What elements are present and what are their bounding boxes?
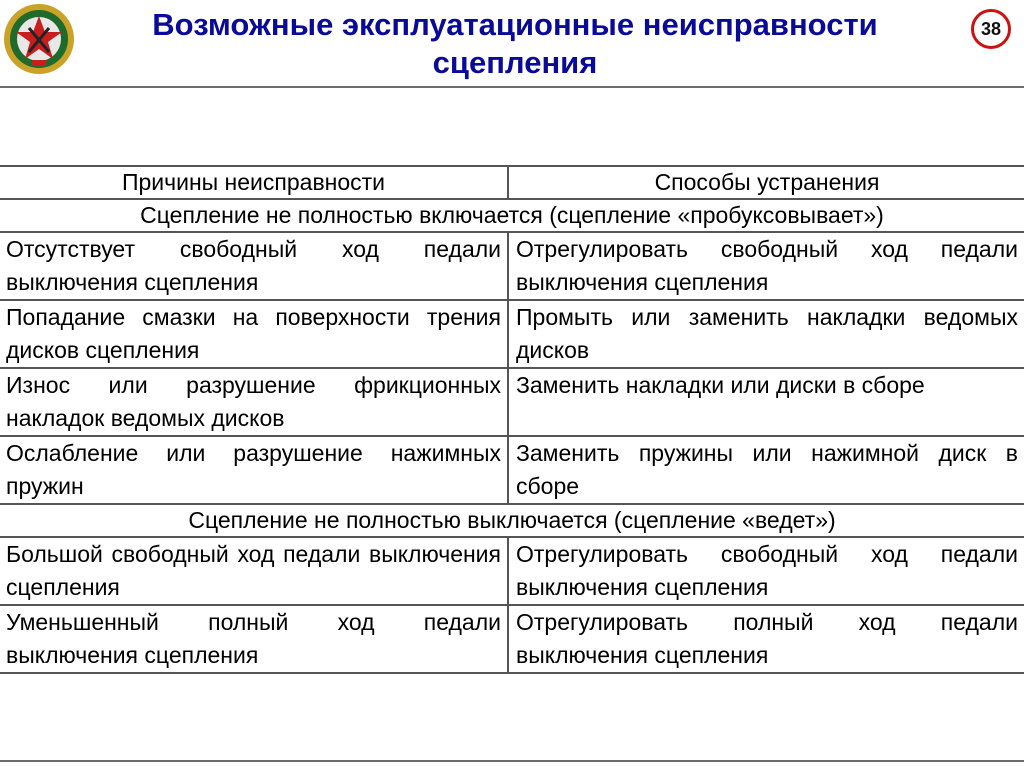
- page-title: Возможные эксплуатационные неисправности сцепления: [152, 7, 878, 80]
- emblem-logo: [2, 2, 76, 76]
- table-row: [0, 368, 1024, 436]
- table-row: [0, 300, 1024, 368]
- page-number-badge: 38: [971, 9, 1011, 49]
- table-row: [0, 436, 1024, 504]
- section-title: Сцепление не полностью выключается (сцепление «ведет»): [0, 504, 1024, 537]
- remedy-cell: Отрегулировать полный ход педали выключения сцепления: [508, 605, 1024, 673]
- section-title: Сцепление не полностью включается (сцепление «пробуксовывает»): [0, 199, 1024, 232]
- faults-table: [0, 165, 1024, 674]
- header-divider: [0, 86, 1024, 88]
- footer-divider: [0, 760, 1024, 762]
- table-header-row: [0, 166, 1024, 199]
- remedy-cell: Заменить накладки или диски в сборе: [508, 368, 1024, 436]
- remedy-cell: Отрегулировать свободный ход педали выключения сцепления: [508, 537, 1024, 605]
- cause-cell: Уменьшенный полный ход педали выключения сцепления: [0, 605, 508, 673]
- table-row: [0, 605, 1024, 673]
- remedy-cell: Заменить пружины или нажимной диск в сборе: [508, 436, 1024, 504]
- remedy-cell: Промыть или заменить накладки ведомых дисков: [508, 300, 1024, 368]
- cause-cell: Большой свободный ход педали выключения сцепления: [0, 537, 508, 605]
- section-row: [0, 199, 1024, 232]
- cause-cell: Попадание смазки на поверхности трения дисков сцепления: [0, 300, 508, 368]
- column-header-causes: Причины неисправности: [0, 166, 508, 199]
- column-header-remedies: Способы устранения: [508, 166, 1024, 199]
- table-row: [0, 232, 1024, 300]
- table-row: [0, 537, 1024, 605]
- cause-cell: Отсутствует свободный ход педали выключения сцепления: [0, 232, 508, 300]
- cause-cell: Ослабление или разрушение нажимных пружин: [0, 436, 508, 504]
- section-row: [0, 504, 1024, 537]
- remedy-cell: Отрегулировать свободный ход педали выключения сцепления: [508, 232, 1024, 300]
- cause-cell: Износ или разрушение фрикционных накладок ведомых дисков: [0, 368, 508, 436]
